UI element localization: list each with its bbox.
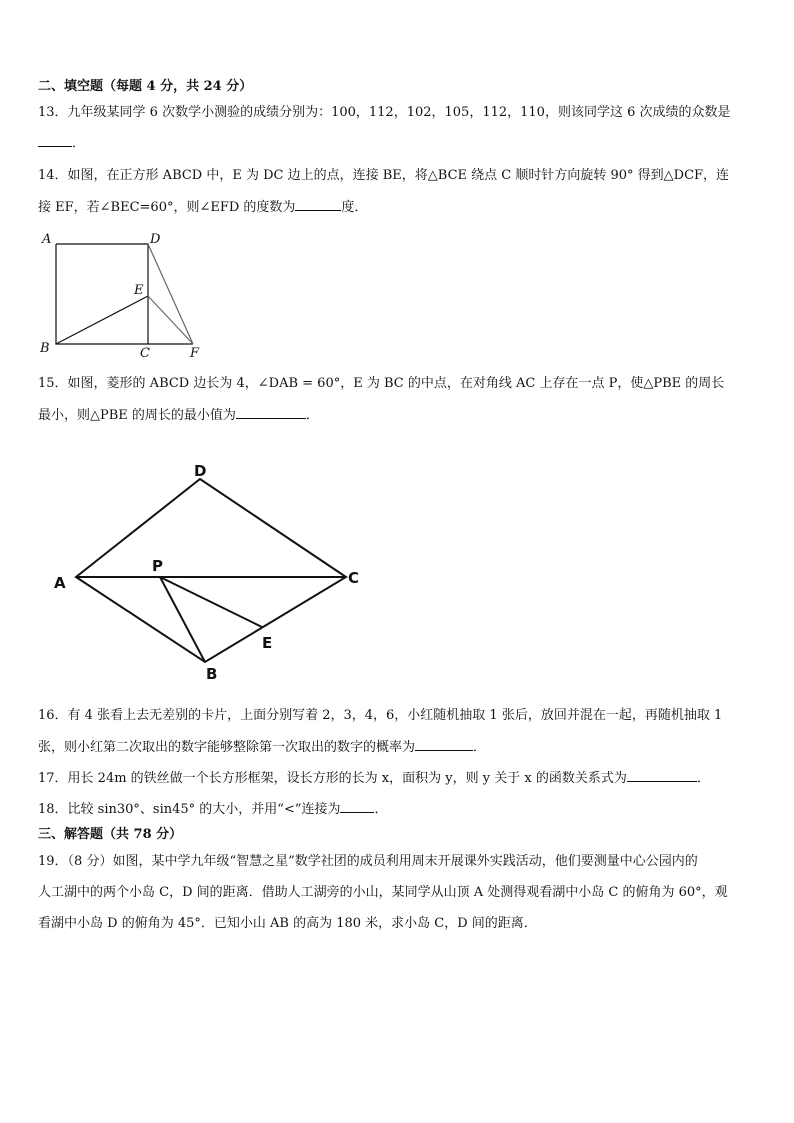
- rhombus-outline: [76, 479, 346, 662]
- question-14-line-2: 接 EF，若∠BEC=60°，则∠EFD 的度数为 度．: [38, 200, 368, 215]
- question-16-line-2: 张，则小红第二次取出的数字能够整除第一次取出的数字的概率为 ．: [38, 740, 487, 755]
- question-19-line-2: 人工湖中的两个小岛 C，D 间的距离．借助人工湖旁的小山，某同学从山顶 A 处测得观看湖中小岛 C 的俯角为 60°，观: [38, 885, 728, 900]
- segment-pb: [160, 577, 205, 662]
- answer-blank: [627, 769, 697, 782]
- question-17-text: 17．用长 24m 的铁丝做一个长方形框架，设长方形的长为 x，面积为 y，则 y 关于 x 的函数关系式为 ．: [38, 771, 710, 786]
- answer-blank: [38, 134, 72, 147]
- label-a: A: [42, 232, 52, 247]
- label-p: P: [152, 557, 163, 575]
- figure-square-abcd: [36, 228, 216, 363]
- segment-pe: [160, 577, 262, 627]
- question-16-line-1: 16．有 4 张看上去无差别的卡片，上面分别写着 2，3，4，6，小红随机抽取 1 张后，放回并混在一起，再随机抽取 1: [38, 708, 723, 723]
- figure-rhombus-abcd: [40, 455, 380, 690]
- question-19-line-1: 19．（8 分）如图，某中学九年级“智慧之星”数学社团的成员利用周末开展课外实践活动，他们要测量中心公园内的: [38, 854, 698, 869]
- question-15-line-2: 最小，则△PBE 的周长的最小值为 ．: [38, 408, 319, 423]
- question-19-line-3: 看湖中小岛 D 的俯角为 45°．已知小山 AB 的高为 180 米，求小岛 C，D 间的距离．: [38, 916, 537, 931]
- segment-be: [56, 296, 148, 344]
- question-13-answer-line: ．: [38, 134, 85, 153]
- label-e: E: [262, 634, 273, 652]
- label-a: A: [54, 574, 66, 592]
- label-c: C: [348, 569, 360, 587]
- question-14-line-1: 14．如图，在正方形 ABCD 中，E 为 DC 边上的点，连接 BE，将△BCE 绕点 C 顺时针方向旋转 90° 得到△DCF，连: [38, 168, 730, 183]
- section-heading-fill-in: 二、填空题（每题 4 分，共 24 分）: [38, 79, 253, 94]
- label-d: D: [194, 462, 207, 480]
- label-d: D: [150, 232, 161, 247]
- label-b: B: [206, 665, 218, 683]
- answer-blank: [236, 406, 306, 419]
- segment-ef: [148, 296, 193, 344]
- question-18-text: 18．比较 sin30°、sin45° 的大小，并用“<”连接为 ．: [38, 802, 388, 817]
- label-b: B: [40, 341, 50, 356]
- answer-blank: [295, 198, 341, 211]
- question-15-line-1: 15．如图，菱形的 ABCD 边长为 4，∠DAB = 60°，E 为 BC 的中点，在对角线 AC 上存在一点 P，使△PBE 的周长: [38, 376, 725, 391]
- label-f: F: [190, 346, 200, 361]
- label-e: E: [134, 283, 144, 298]
- answer-blank: [415, 738, 473, 751]
- answer-blank: [340, 800, 374, 813]
- section-heading-solutions: 三、解答题（共 78 分）: [38, 827, 183, 842]
- label-c: C: [140, 346, 150, 361]
- segment-df: [148, 244, 193, 344]
- question-13-text: 13．九年级某同学 6 次数学小测验的成绩分别为：100，112，102，105，112，110，则该同学这 6 次成绩的众数是: [38, 105, 731, 120]
